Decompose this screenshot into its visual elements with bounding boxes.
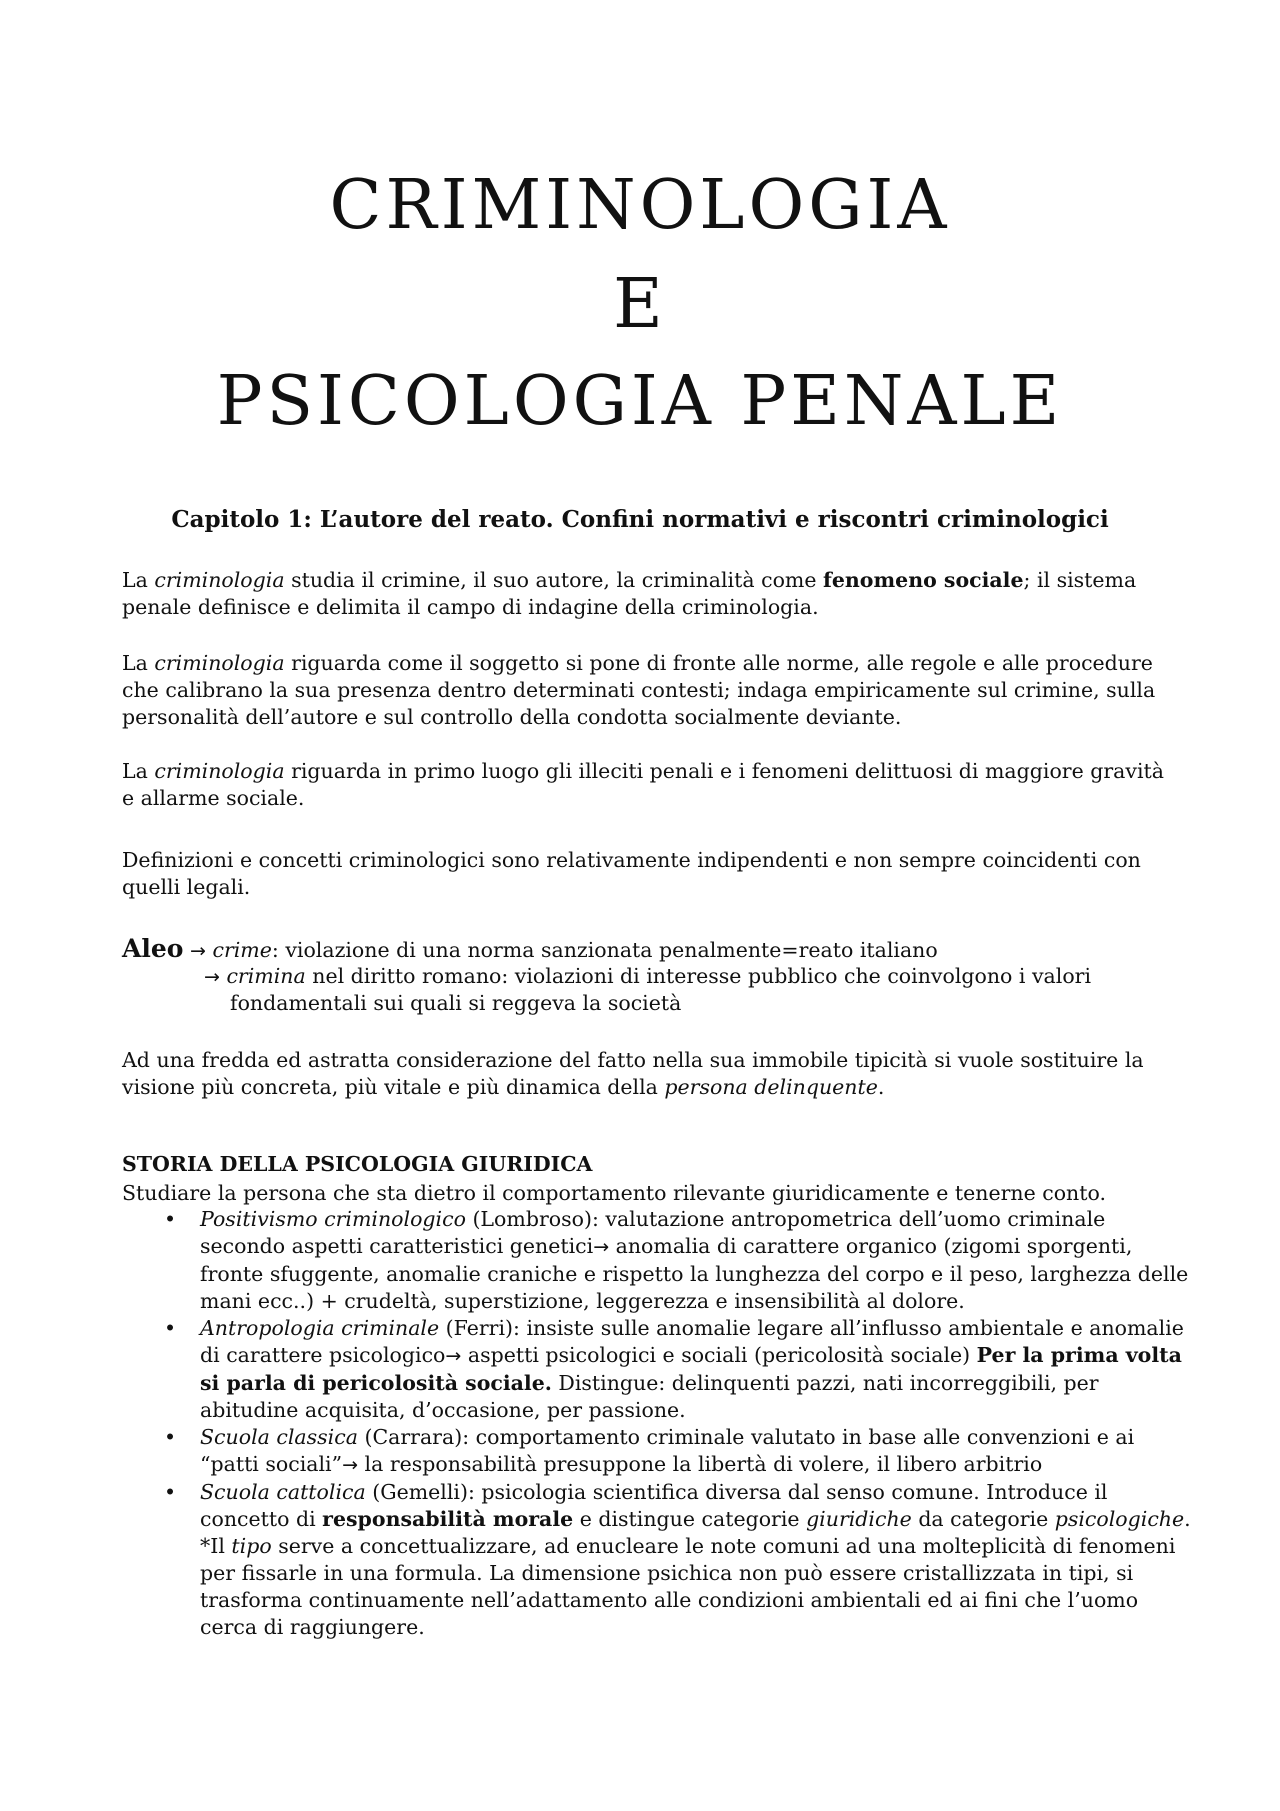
bullet-icon: • xyxy=(164,1316,177,1340)
paragraph-1: La criminologia studia il crimine, il suo autore, la criminalità come fenomeno sociale; il sistema penale definisce e delimita il campo di indagine della criminologia. xyxy=(122,568,1137,619)
title-line-1: CRIMINOLOGIA xyxy=(329,166,951,245)
section-heading: STORIA DELLA PSICOLOGIA GIURIDICA xyxy=(122,1152,593,1176)
bullet-icon: • xyxy=(164,1480,177,1504)
bullet-icon: • xyxy=(164,1207,177,1231)
list-item: • Scuola classica (Carrara): comportamento criminale valutato in base alle convenzioni e ai “patti sociali”→ la responsabilità presuppone la libertà di volere, il libero arbitrio xyxy=(164,1425,1135,1476)
title-line-2: E xyxy=(613,265,667,344)
paragraph-3: La criminologia riguarda in primo luogo gli illeciti penali e i fenomeni delittuosi di maggiore gravità e allarme sociale. xyxy=(122,759,1164,810)
arrow-icon: → xyxy=(342,1454,359,1476)
arrow-icon: → xyxy=(593,1236,610,1258)
section-intro: Studiare la persona che sta dietro il comportamento rilevante giuridicamente e tenerne conto. xyxy=(122,1181,1106,1205)
chapter-heading: Capitolo 1: L’autore del reato. Confini normativi e riscontri criminologici xyxy=(171,506,1109,533)
arrow-icon: → xyxy=(445,1345,462,1367)
list-item: • Scuola cattolica (Gemelli): psicologia scientifica diversa dal senso comune. Introduce il concetto di responsabilità morale e distingue categorie giuridiche da categorie psicologiche. *Il tipo serve a concettualizzare, ad enucleare le note comuni ad una molteplicità di fenomeni per fissarle in una formula. La dimensione psichica non può essere cristallizzata in tipi, si trasforma continuamente nell’adattamento alle condizioni ambientali ed ai fini che l’uomo cerca di raggiungere. xyxy=(164,1480,1191,1639)
aleo-line-2-continued: fondamentali sui quali si reggeva la società xyxy=(230,991,682,1015)
paragraph-5: Ad una fredda ed astratta considerazione del fatto nella sua immobile tipicità si vuole sostituire la visione più concreta, più vitale e più dinamica della persona delinquente. xyxy=(122,1048,1144,1099)
aleo-label: Aleo xyxy=(122,934,184,963)
aleo-line-1: Aleo → crime: violazione di una norma sanzionata penalmente=reato italiano xyxy=(122,934,938,963)
history-list xyxy=(122,1206,1192,1641)
list-item: • Antropologia criminale (Ferri): insiste sulle anomalie legare all’influsso ambientale e anomalie di carattere psicologico→ aspetti psicologici e sociali (pericolosità sociale) Per la prima volta si parla di pericolosità sociale. Distingue: delinquenti pazzi, nati incorreggibili, per abitudine acquisita, d’occasione, per passione. xyxy=(164,1316,1184,1422)
bullet-icon: • xyxy=(164,1425,177,1449)
arrow-icon: → xyxy=(190,940,206,962)
list-item: • Positivismo criminologico (Lombroso): valutazione antropometrica dell’uomo criminale secondo aspetti caratteristici genetici→ anomalia di carattere organico (zigomi sporgenti, fronte sfuggente, anomalie craniche e rispetto la lunghezza del corpo e il peso, larghezza delle mani ecc..) + crudeltà, superstizione, leggerezza e insensibilità al dolore. xyxy=(164,1207,1189,1313)
arrow-icon: → xyxy=(204,966,220,988)
paragraph-2: La criminologia riguarda come il soggetto si pone di fronte alle norme, alle regole e alle procedure che calibrano la sua presenza dentro determinati contesti; indaga empiricamente sul crimine, sulla personalità dell’autore e sul controllo della condotta socialmente deviante. xyxy=(122,651,1156,729)
aleo-line-2: → crimina nel diritto romano: violazioni di interesse pubblico che coinvolgono i valori xyxy=(204,964,1092,988)
title-line-3: PSICOLOGIA PENALE xyxy=(216,362,1064,441)
paragraph-4: Definizioni e concetti criminologici sono relativamente indipendenti e non sempre coincidenti con quelli legali. xyxy=(122,848,1141,899)
